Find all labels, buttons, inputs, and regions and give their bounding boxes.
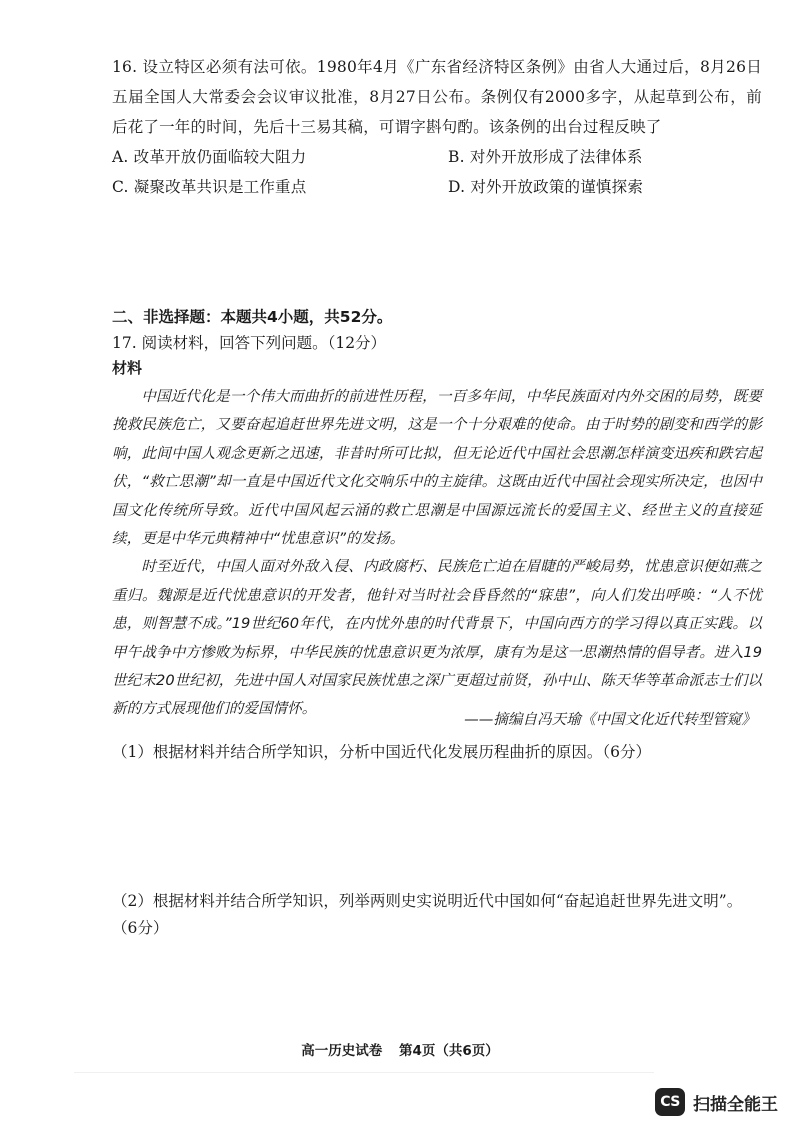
camscanner-logo-icon: CS (655, 1088, 685, 1116)
question-16-stem: 16. 设立特区必须有法可依。1980年4月《广东省经济特区条例》由省人大通过后，8月26日五届全国人大常委会会议审议批准，8月27日公布。条例仅有2000多字，从起草到公布，前后花了一年的时间，先后十三易其稿，可谓字斟句酌。该条例的出台过程反映了 (112, 58, 762, 136)
page-footer (0, 1039, 800, 1059)
sub-question-2-text: （2）根据材料并结合所学知识，列举两则史实说明近代中国如何“奋起追赶世界先进文明”。 (112, 892, 743, 910)
option-d[interactable]: D. 对外开放政策的谨慎探索 (448, 178, 644, 196)
section-2-heading: 二、非选择题：本题共4小题，共52分。 (112, 308, 393, 326)
option-b[interactable]: B. 对外开放形成了法律体系 (448, 148, 643, 166)
option-c[interactable]: C. 凝聚改革共识是工作重点 (112, 178, 307, 196)
question-17-header: 17. 阅读材料，回答下列问题。（12分） (112, 334, 387, 352)
watermark-text: 扫描全能王 (693, 1094, 778, 1115)
question-16 (112, 52, 762, 202)
passage-paragraph-1: 中国近代化是一个伟大而曲折的前进性历程，一百多年间，中华民族面对内外交困的局势，既要挽救民族危亡，又要奋起追赶世界先进文明，这是一个十分艰难的使命。由于时势的剧变和西学的影响，此间中国人观念更新之迅速，非昔时所可比拟，但无论近代中国社会思潮怎样演变迅疾和跌宕起伏，“救亡思潮”却一直是中国近代文化交响乐中的主旋律。这既由近代中国社会现实所决定，也因中国文化传统所导致。近代中国风起云涌的救亡思潮是中国源远流长的爱国主义、经世主义的直接延续，更是中华元典精神中“忧患意识”的发扬。 (112, 388, 762, 548)
bottom-divider (74, 1072, 654, 1073)
scanner-watermark (655, 1086, 778, 1118)
sub-question-2 (112, 888, 762, 942)
question-16-options (112, 142, 762, 202)
option-a[interactable]: A. 改革开放仍面临较大阻力 (112, 148, 307, 166)
passage-paragraph-2: 时至近代，中国人面对外敌入侵、内政腐朽、民族危亡迫在眉睫的严峻局势，忧患意识便如燕之重归。魏源是近代忧患意识的开发者，他针对当时社会昏昏然的“寐患”，向人们发出呼唤：“人不忧患，则智慧不成。”19世纪60年代，在内忧外患的时代背景下，中国向西方的学习得以真正实践。以甲午战争中方惨败为标界，中华民族的忧患意识更为浓厚，康有为是这一思潮热情的倡导者。进入19世纪末20世纪初，先进中国人对国家民族忧患之深广更超过前贤，孙中山、陈天华等革命派志士们以新的方式展现他们的爱国情怀。 (112, 558, 762, 718)
footer-title: 高一历史试卷 (301, 1043, 383, 1059)
sub-question-1: （1）根据材料并结合所学知识，分析中国近代化发展历程曲折的原因。（6分） (112, 743, 651, 761)
material-passage (112, 383, 762, 724)
material-source: ——摘编自冯天瑜《中国文化近代转型管窥》 (464, 711, 756, 728)
sub-question-2-score: （6分） (112, 919, 169, 937)
material-label: 材料 (112, 359, 143, 377)
footer-page-number: 第4页（共6页） (398, 1043, 499, 1059)
